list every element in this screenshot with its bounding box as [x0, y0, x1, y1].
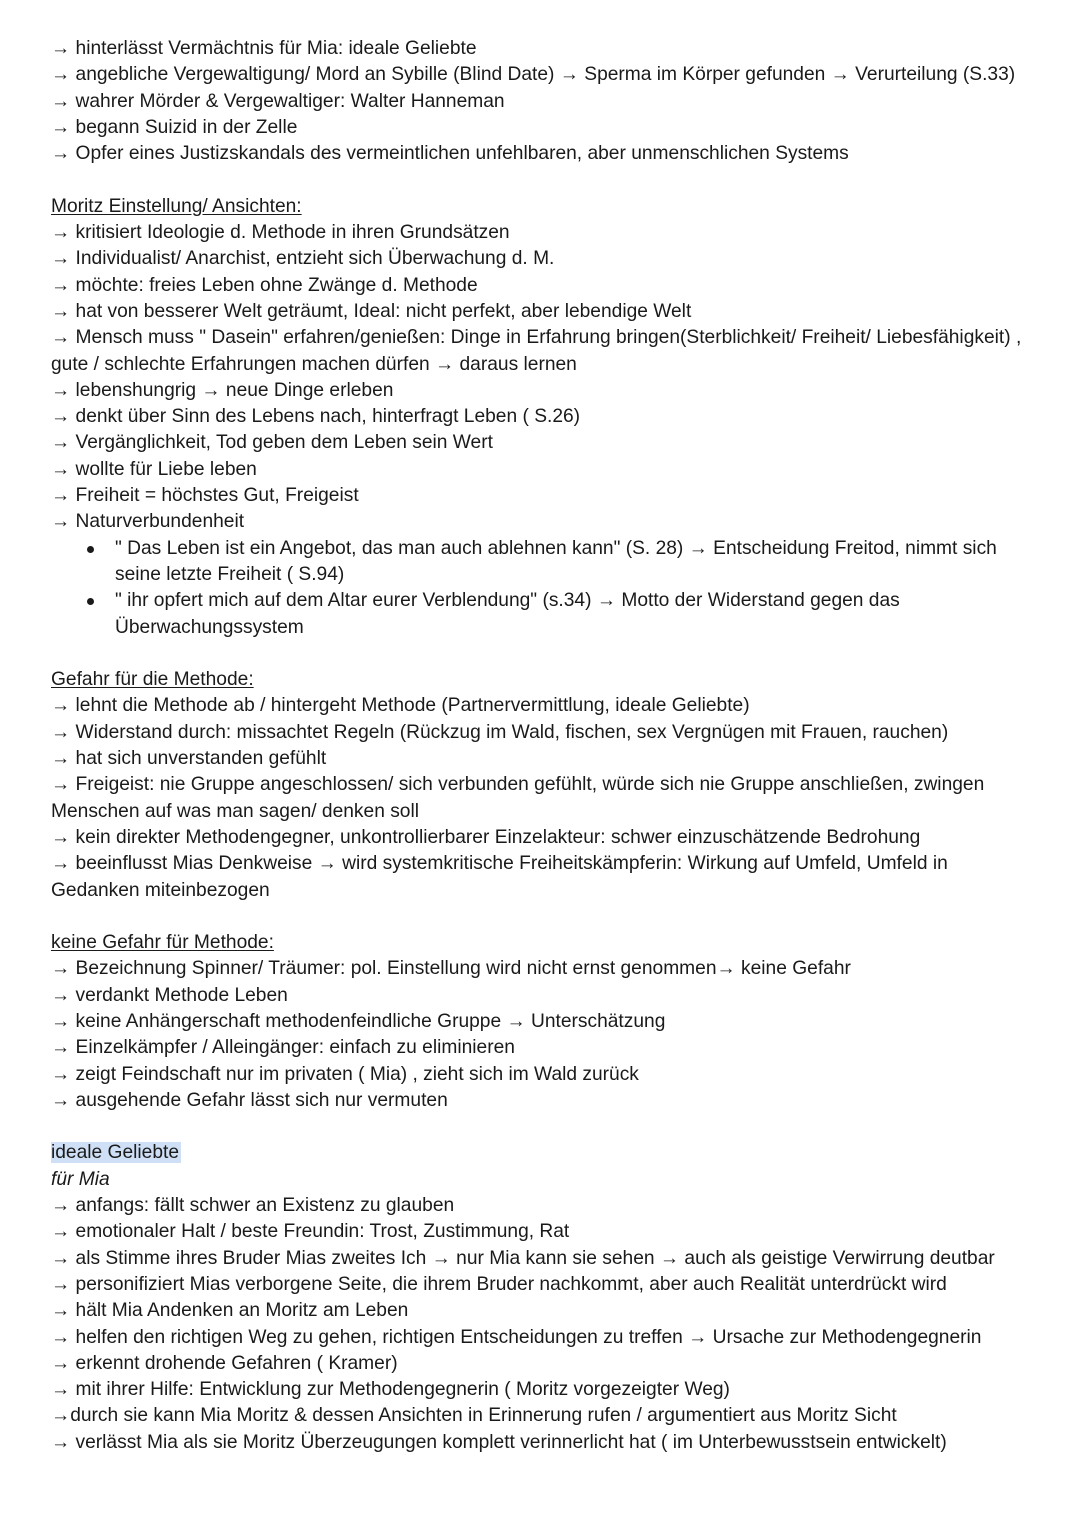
text-line: → hält Mia Andenken an Moritz am Leben — [51, 1300, 409, 1322]
text-line: → helfen den richtigen Weg zu gehen, richtigen Entscheidungen zu treffen → Ursache zur Methodengegnerin — [51, 1326, 982, 1348]
text-line: → hat von besserer Welt geträumt, Ideal: nicht perfekt, aber lebendige Welt — [51, 300, 692, 322]
text-line: → keine Anhängerschaft methodenfeindliche Gruppe → Unterschätzung — [51, 1010, 666, 1032]
quote-list — [51, 536, 1036, 641]
list-item — [115, 536, 1036, 589]
bullet-icon — [87, 598, 94, 605]
text-line: → zeigt Feindschaft nur im privaten ( Mia) , zieht sich im Wald zurück — [51, 1063, 639, 1085]
list-item-text: " ihr opfert mich auf dem Altar eurer Verblendung" (s.34) → Motto der Widerstand gegen das Überwachungssystem — [115, 590, 900, 638]
highlighted-heading: ideale Geliebte — [51, 1142, 180, 1164]
list-item-text: " Das Leben ist ein Angebot, das man auch ablehnen kann" (S. 28) → Entscheidung Freitod, nimmt sich seine letzte Freiheit ( S.94) — [115, 537, 997, 585]
text-line: → verlässt Mia als sie Moritz Überzeugungen komplett verinnerlicht hat ( im Unterbewusstsein entwickelt) — [51, 1431, 947, 1453]
geliebte-section — [51, 1140, 1036, 1456]
text-line: → angebliche Vergewaltigung/ Mord an Sybille (Blind Date) → Sperma im Körper gefunden → Verurteilung (S.33) → wahrer Mörder & Vergewaltiger: Walter Hanneman — [51, 64, 1016, 112]
text-line: → Freigeist: nie Gruppe angeschlossen/ sich verbunden gefühlt, würde sich nie Gruppe anschließen, zwingen Menschen auf was man sagen/ denken soll — [51, 774, 985, 822]
text-line: →durch sie kann Mia Moritz & dessen Ansichten in Erinnerung rufen / argumentiert aus Moritz Sicht — [51, 1405, 897, 1427]
text-line: → Einzelkämpfer / Alleingänger: einfach zu eliminieren — [51, 1037, 515, 1059]
text-line: → mit ihrer Hilfe: Entwicklung zur Methodengegnerin ( Moritz vorgezeigter Weg) — [51, 1379, 730, 1401]
text-line: → lebenshungrig → neue Dinge erleben — [51, 379, 394, 401]
text-line: → beeinflusst Mias Denkweise → wird systemkritische Freiheitskämpferin: Wirkung auf Umfeld, Umfeld in Gedanken miteinbezogen — [51, 853, 948, 901]
section-heading: Moritz Einstellung/ Ansichten: — [51, 195, 302, 217]
text-line: → kein direkter Methodengegner, unkontrollierbarer Einzelakteur: schwer einzuschätzende Bedrohung — [51, 826, 921, 848]
list-item — [115, 588, 1036, 641]
text-line: → kritisiert Ideologie d. Methode in ihren Grundsätzen — [51, 222, 510, 244]
text-line: → hat sich unverstanden gefühlt — [51, 748, 327, 770]
section-subtitle: für Mia — [51, 1168, 110, 1190]
text-line: → als Stimme ihres Bruder Mias zweites Ich → nur Mia kann sie sehen → auch als geistige Verwirrung deutbar — [51, 1247, 995, 1269]
text-line: → ausgehende Gefahr lässt sich nur vermuten — [51, 1089, 448, 1111]
section-heading: Gefahr für die Methode: — [51, 669, 254, 691]
text-line: → Freiheit = höchstes Gut, Freigeist — [51, 485, 359, 507]
einstellung-section — [51, 194, 1036, 641]
text-line: → Mensch muss " Dasein" erfahren/genießen: Dinge in Erfahrung bringen(Sterblichkeit/ Freiheit/ Liebesfähigkeit) , gute / schlechte Erfahrungen machen dürfen → daraus lernen — [51, 327, 1022, 375]
text-line: → Bezeichnung Spinner/ Träumer: pol. Einstellung wird nicht ernst genommen→ keine Gefahr — [51, 958, 851, 980]
text-line: → Widerstand durch: missachtet Regeln (Rückzug im Wald, fischen, sex Vergnügen mit Frauen, rauchen) — [51, 721, 949, 743]
text-line: → Naturverbundenheit — [51, 511, 245, 533]
text-line: → verdankt Methode Leben — [51, 984, 288, 1006]
keine-gefahr-section — [51, 930, 1036, 1114]
text-line: → wollte für Liebe leben — [51, 458, 257, 480]
bullet-icon — [87, 546, 94, 553]
text-line: → Vergänglichkeit, Tod geben dem Leben sein Wert — [51, 432, 493, 454]
text-line: → begann Suizid in der Zelle — [51, 116, 298, 138]
text-line: → Individualist/ Anarchist, entzieht sich Überwachung d. M. — [51, 248, 555, 270]
text-line: → möchte: freies Leben ohne Zwänge d. Methode — [51, 274, 478, 296]
text-line: → erkennt drohende Gefahren ( Kramer) — [51, 1352, 398, 1374]
text-line: → lehnt die Methode ab / hintergeht Methode (Partnervermittlung, ideale Geliebte) — [51, 695, 750, 717]
text-line: → denkt über Sinn des Lebens nach, hinterfragt Leben ( S.26) — [51, 406, 581, 428]
gefahr-section — [51, 667, 1036, 904]
text-line: → Opfer eines Justizskandals des vermeintlichen unfehlbaren, aber unmenschlichen Systems — [51, 143, 849, 165]
document-page — [51, 36, 1036, 1456]
intro-section — [51, 36, 1036, 167]
text-line: → hinterlässt Vermächtnis für Mia: ideale Geliebte — [51, 38, 477, 59]
section-heading: keine Gefahr für Methode: — [51, 932, 274, 954]
text-line: → anfangs: fällt schwer an Existenz zu glauben — [51, 1195, 455, 1217]
text-line: → personifiziert Mias verborgene Seite, die ihrem Bruder nachkommt, aber auch Realität unterdrückt wird — [51, 1273, 947, 1295]
text-line: → emotionaler Halt / beste Freundin: Trost, Zustimmung, Rat — [51, 1221, 570, 1243]
